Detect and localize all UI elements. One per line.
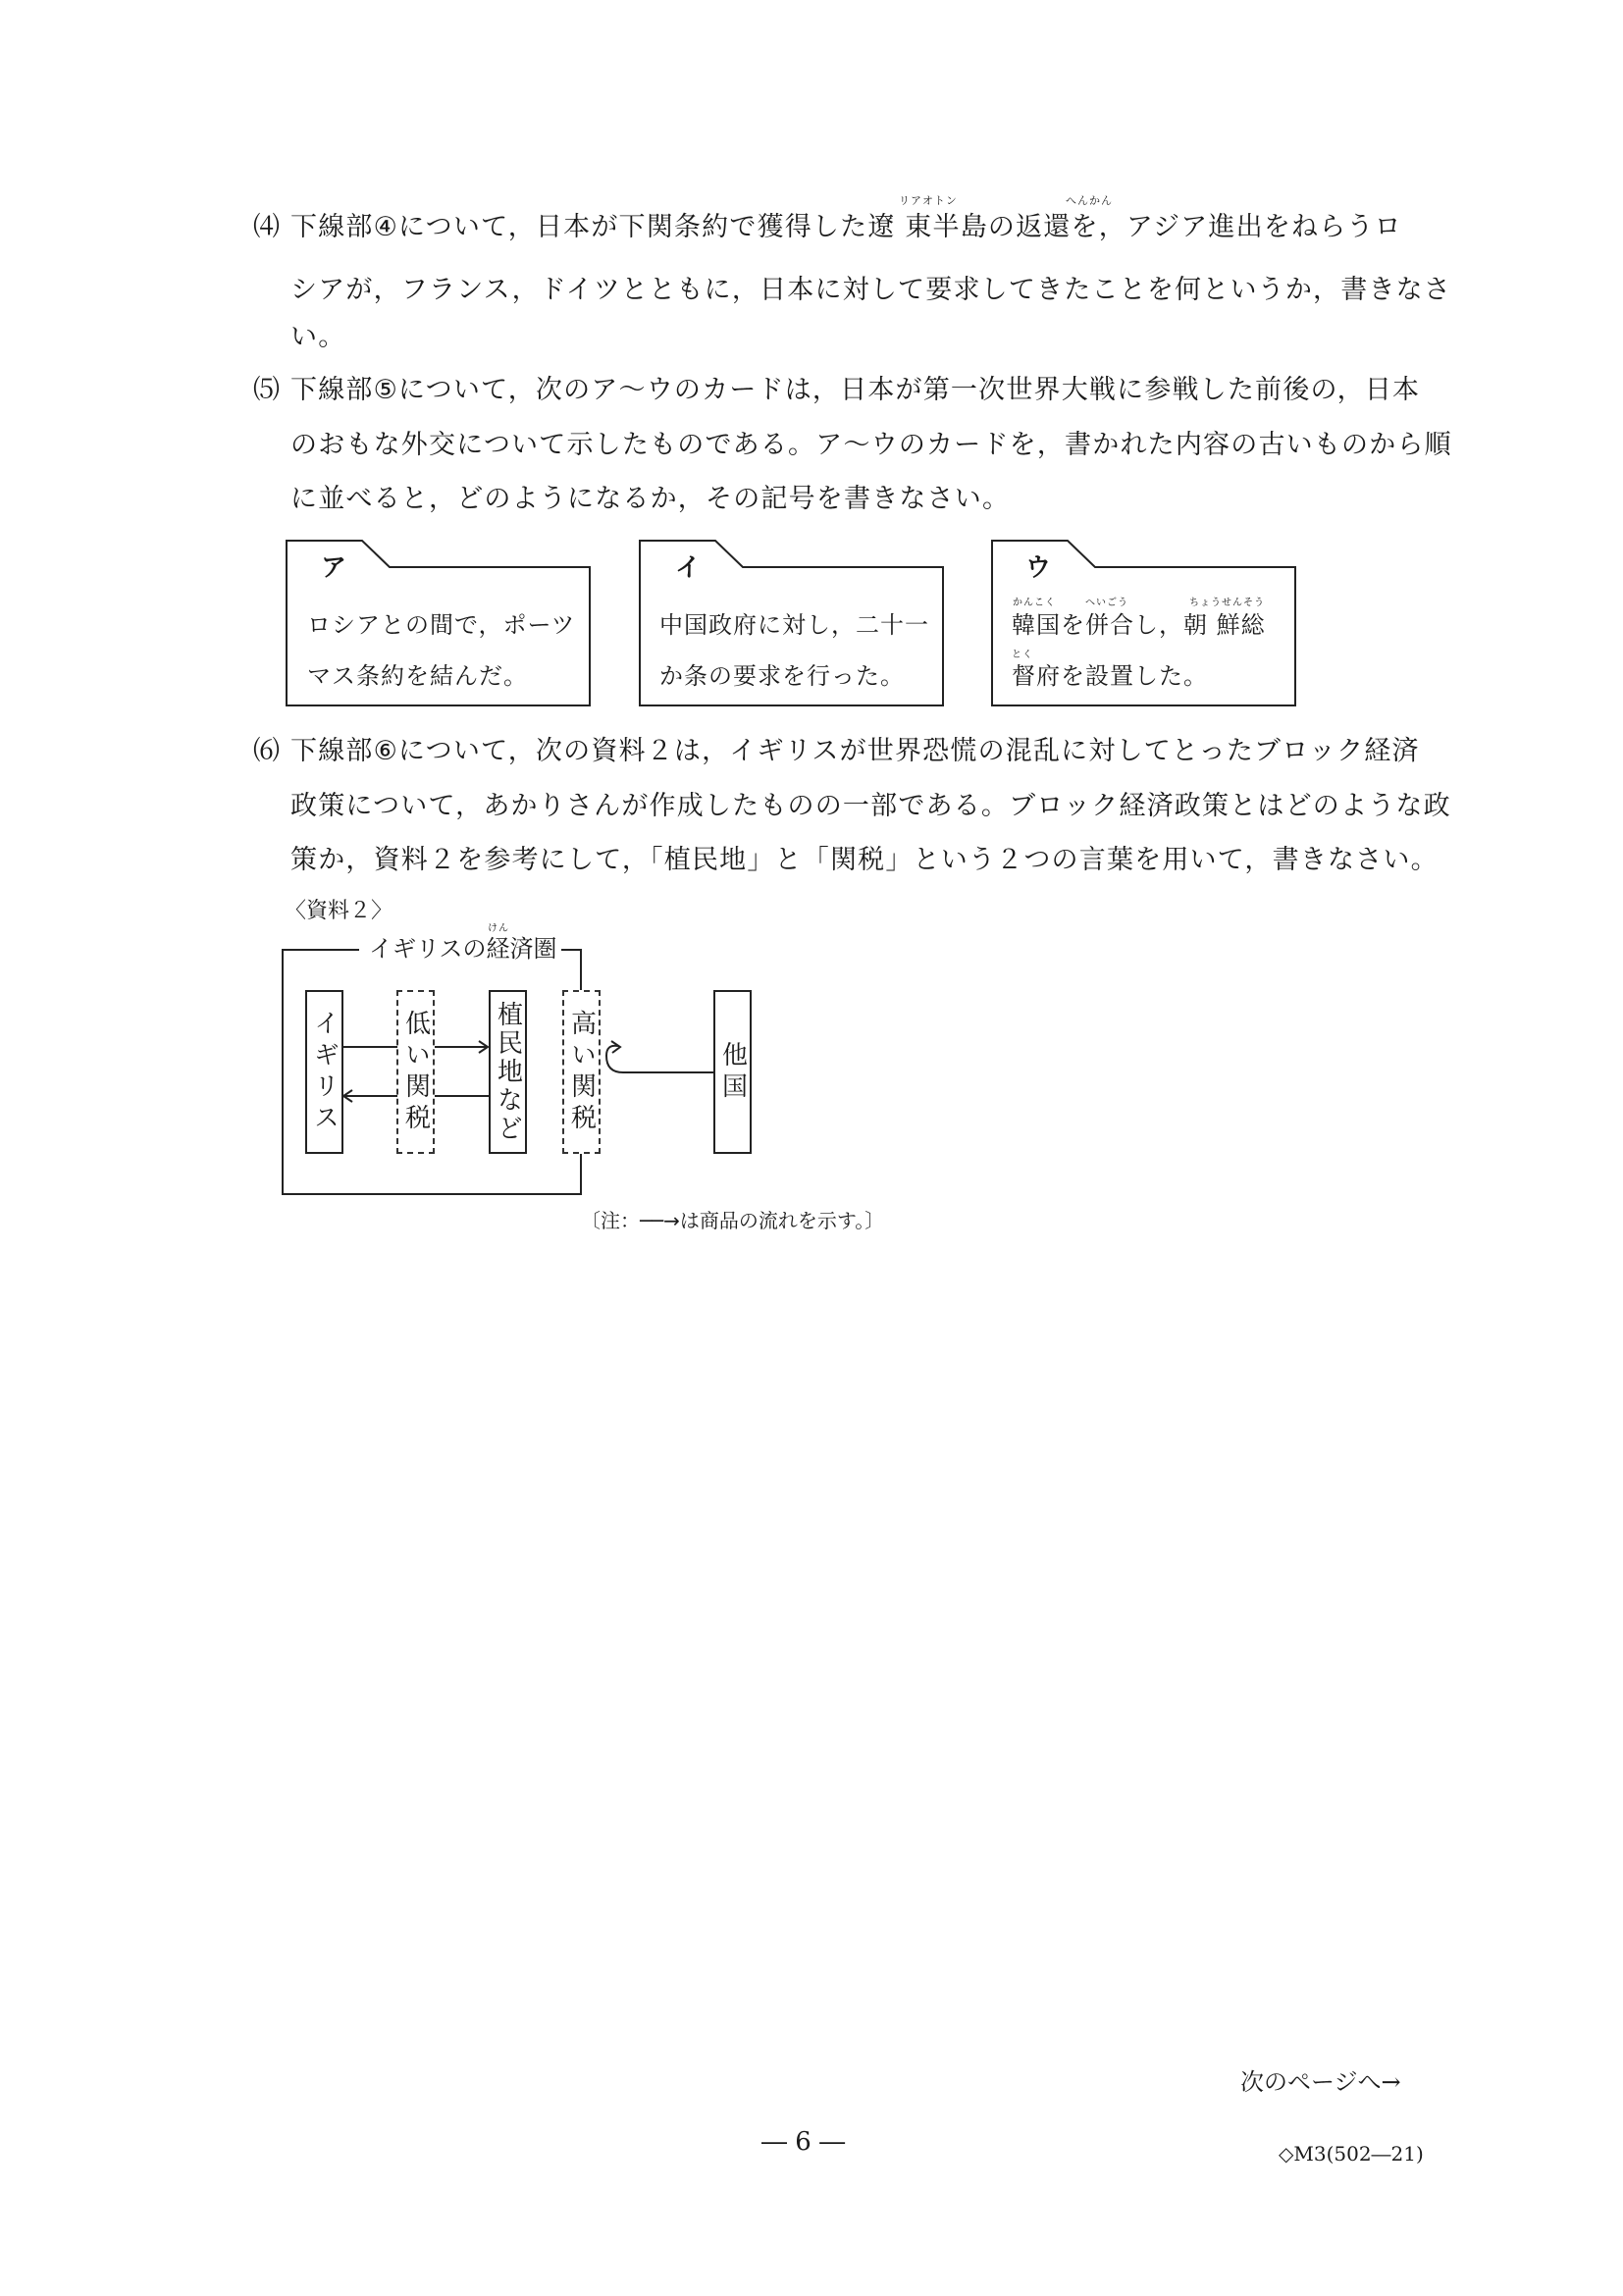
card-label: ウ [1025,553,1052,583]
card-text-line: か条の要求を行った。 [659,662,905,690]
box-other-countries: 他国 [713,990,752,1154]
question-text-line: 政策について，あかりさんが作成したものの一部である。ブロック経済政策とはどのような政 [290,791,1451,821]
diagram-note: 〔注：──→は商品の流れを示す。〕 [581,1209,885,1232]
box-colonies: 植民地など [489,990,527,1154]
exam-code: ◇M3(502―21) [1279,2142,1424,2166]
question-number: ⑸ [253,375,280,405]
question-text-line: に並べると，どのようになるか，その記号を書きなさい。 [290,484,1011,514]
card-text-line: ロシアとの間で，ポーツ [307,611,576,639]
ruby-reading: けん [488,923,509,934]
card-text-line: マス条約を結んだ。 [307,662,528,690]
card-text-line: 中国政府に対し，二十一 [659,611,929,639]
question-text-line: のおもな外交について示したものである。ア～ウのカードを，書かれた内容の古いものから順 [290,430,1452,460]
question-text-line: 下線部④について，日本が下関条約で獲得した遼 東半島の返還を，アジア進出をねらうロ [290,212,1402,242]
question-text-line: シアが，フランス，ドイツとともに，日本に対して要求してきたことを何というか，書きなさ [290,275,1452,305]
card-label: イ [675,553,702,583]
box-low-tariff: 低い関税 [396,990,435,1154]
page-number: ― 6 ― [761,2127,846,2157]
question-text-line: 下線部⑤について，次のア～ウのカードは，日本が第一次世界大戦に参戦した前後の，日本 [290,375,1421,405]
question-number: ⑹ [253,736,280,766]
card-label: ア [321,553,347,583]
question-text-line: い。 [290,322,346,352]
ruby-reading: リアオトン [899,194,958,207]
card-text-line: 韓国を併合し，朝 鮮総 [1012,611,1266,639]
question-text-line: 策か，資料２を参考にして，「植民地」と「関税」という２つの言葉を用いて，書きなさい。 [290,845,1439,875]
box-britain: イギリス [305,990,343,1154]
card-text-line: 督府を設置した。 [1012,662,1208,690]
ruby-reading: かんこく [1013,598,1056,608]
ruby-reading: へんかん [1066,194,1113,207]
next-page-indicator: 次のページへ→ [1240,2068,1401,2096]
ruby-reading: ちょうせんそう [1189,598,1265,608]
ruby-reading: とく [1012,650,1033,660]
economic-sphere-title: イギリスの経済圏 [365,937,561,961]
ruby-reading: へいごう [1085,598,1128,608]
material-caption: 〈資料２〉 [285,899,393,923]
question-text-line: 下線部⑥について，次の資料２は，イギリスが世界恐慌の混乱に対してとったブロック経済 [290,736,1420,766]
question-number: ⑷ [253,212,280,242]
box-high-tariff: 高い関税 [562,990,601,1154]
